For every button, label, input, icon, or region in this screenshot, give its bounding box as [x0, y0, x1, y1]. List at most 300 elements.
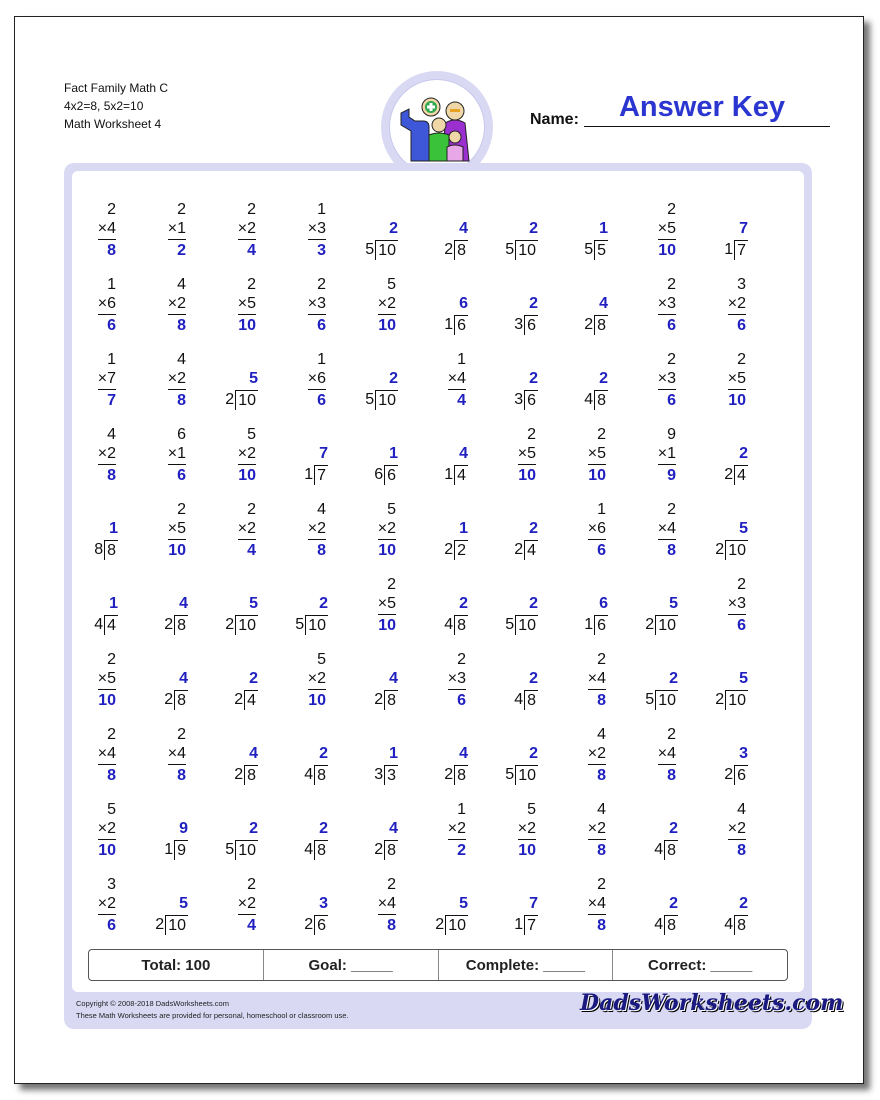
division-problem [492, 701, 562, 784]
division-problem [492, 176, 562, 259]
factor-bottom-row [168, 744, 186, 763]
multiplication-problem [72, 626, 142, 709]
quotient-answer: 2 [529, 370, 538, 387]
answer-rule [448, 839, 466, 840]
multiplication-problem [562, 626, 632, 709]
division-problem [492, 476, 562, 559]
divisor: 4 [514, 691, 524, 708]
division-problem [422, 176, 492, 259]
divisor: 2 [444, 241, 454, 258]
divisor: 1 [444, 316, 454, 333]
times-sign: × [237, 445, 248, 462]
factor-top: 2 [177, 201, 186, 218]
multiplication-problem [352, 476, 422, 559]
answer-rule [98, 239, 116, 240]
dividend: 8 [384, 840, 398, 860]
factor-bottom-row [658, 519, 676, 538]
dividend: 8 [664, 840, 678, 860]
factor-bottom: 6 [317, 370, 326, 387]
division-problem [702, 851, 772, 934]
factor-bottom: 4 [597, 670, 606, 687]
factor-bottom: 5 [107, 670, 116, 687]
factor-bottom: 2 [597, 745, 606, 762]
dividend: 8 [384, 690, 398, 710]
times-sign: × [377, 895, 388, 912]
dividend: 9 [174, 840, 188, 860]
factor-bottom: 2 [387, 295, 396, 312]
quotient-answer: 2 [529, 520, 538, 537]
product-answer: 10 [238, 467, 256, 484]
factor-bottom-row [448, 369, 466, 388]
answer-rule [238, 914, 256, 915]
division-problem [282, 701, 352, 784]
dividend: 10 [375, 240, 398, 260]
division-problem [72, 551, 142, 634]
quotient-answer: 1 [389, 445, 398, 462]
division-problem [492, 851, 562, 934]
quotient-answer: 5 [459, 895, 468, 912]
factor-bottom-row [588, 519, 606, 538]
factor-bottom-row [308, 219, 326, 238]
divisor: 2 [584, 316, 594, 333]
multiplication-problem [72, 701, 142, 784]
divisor: 2 [724, 766, 734, 783]
division-problem [422, 251, 492, 334]
quotient-answer: 4 [179, 595, 188, 612]
quotient-answer: 1 [109, 520, 118, 537]
quotient-answer: 1 [109, 595, 118, 612]
quotient-answer: 5 [739, 520, 748, 537]
factor-bottom-row [168, 444, 186, 463]
factor-bottom-row [658, 744, 676, 763]
times-sign: × [167, 295, 178, 312]
factor-bottom-row [168, 519, 186, 538]
times-sign: × [727, 370, 738, 387]
quotient-answer: 5 [249, 370, 258, 387]
dividend: 8 [454, 765, 468, 785]
divisor: 4 [94, 616, 104, 633]
division-problem [422, 701, 492, 784]
product-answer: 10 [378, 542, 396, 559]
factor-bottom: 3 [457, 670, 466, 687]
times-sign: × [517, 445, 528, 462]
factor-bottom-row [238, 294, 256, 313]
product-answer: 4 [247, 917, 256, 934]
quotient-answer: 2 [529, 220, 538, 237]
quotient-answer: 2 [389, 370, 398, 387]
multiplication-problem [562, 776, 632, 859]
product-answer: 8 [667, 542, 676, 559]
product-answer: 4 [457, 392, 466, 409]
factor-bottom: 1 [177, 445, 186, 462]
multiplication-problem [352, 851, 422, 934]
factor-top: 2 [247, 501, 256, 518]
multiplication-problem [142, 701, 212, 784]
product-answer: 8 [597, 842, 606, 859]
factor-top: 2 [667, 276, 676, 293]
times-sign: × [657, 295, 668, 312]
factor-bottom: 2 [317, 670, 326, 687]
multiplication-problem [282, 176, 352, 259]
times-sign: × [97, 295, 108, 312]
times-sign: × [587, 820, 598, 837]
factor-bottom-row [728, 594, 746, 613]
factor-bottom-row [378, 519, 396, 538]
product-answer: 10 [238, 317, 256, 334]
dividend: 10 [725, 540, 748, 560]
factor-top: 6 [177, 426, 186, 443]
times-sign: × [377, 520, 388, 537]
factor-top: 2 [457, 651, 466, 668]
times-sign: × [307, 370, 318, 387]
division-problem [352, 401, 422, 484]
product-answer: 6 [597, 542, 606, 559]
name-label: Name: [530, 111, 579, 128]
factor-bottom: 4 [387, 895, 396, 912]
division-problem [422, 851, 492, 934]
factor-bottom-row [98, 444, 116, 463]
factor-top: 5 [387, 276, 396, 293]
dividend: 8 [664, 915, 678, 935]
factor-bottom-row [658, 369, 676, 388]
divisor: 1 [164, 841, 174, 858]
factor-bottom: 2 [737, 295, 746, 312]
answer-rule [378, 539, 396, 540]
copyright-text: Copyright © 2008-2018 DadsWorksheets.com [76, 999, 229, 1008]
divisor: 2 [724, 466, 734, 483]
factor-bottom-row [588, 669, 606, 688]
divisor: 2 [374, 841, 384, 858]
factor-top: 5 [107, 801, 116, 818]
times-sign: × [587, 445, 598, 462]
product-answer: 6 [457, 692, 466, 709]
factor-top: 2 [247, 201, 256, 218]
factor-bottom: 3 [667, 295, 676, 312]
footer-notes [76, 998, 349, 1022]
divisor: 5 [365, 391, 375, 408]
divisor: 4 [304, 841, 314, 858]
factor-bottom: 5 [737, 370, 746, 387]
worksheet-title: Fact Family Math C [64, 81, 169, 95]
times-sign: × [377, 295, 388, 312]
factor-bottom: 4 [667, 520, 676, 537]
factor-bottom-row [98, 894, 116, 913]
multiplication-problem [282, 476, 352, 559]
worksheet-number: Math Worksheet 4 [64, 117, 162, 131]
dividend: 6 [314, 915, 328, 935]
factor-bottom-row [518, 819, 536, 838]
division-problem [72, 476, 142, 559]
division-problem [562, 251, 632, 334]
factor-bottom: 7 [107, 370, 116, 387]
product-answer: 10 [378, 317, 396, 334]
answer-rule [168, 539, 186, 540]
multiplication-problem [282, 626, 352, 709]
product-answer: 8 [177, 392, 186, 409]
divisor: 2 [645, 616, 655, 633]
multiplication-problem [212, 476, 282, 559]
multiplication-problem [72, 851, 142, 934]
product-answer: 6 [737, 617, 746, 634]
division-problem [282, 401, 352, 484]
times-sign: × [237, 520, 248, 537]
division-problem [142, 626, 212, 709]
product-answer: 10 [518, 467, 536, 484]
divisor: 2 [164, 691, 174, 708]
divisor: 4 [654, 916, 664, 933]
divisor: 3 [514, 316, 524, 333]
problem-grid [72, 171, 804, 992]
factor-bottom-row [238, 444, 256, 463]
answer-rule [98, 764, 116, 765]
product-answer: 8 [177, 317, 186, 334]
answer-rule [728, 314, 746, 315]
factor-bottom: 1 [667, 445, 676, 462]
answer-rule [728, 614, 746, 615]
dividend: 4 [734, 465, 748, 485]
factor-bottom: 4 [177, 745, 186, 762]
factor-top: 2 [597, 651, 606, 668]
answer-rule [588, 839, 606, 840]
divisor: 2 [374, 691, 384, 708]
factor-top: 4 [317, 501, 326, 518]
quotient-answer: 2 [249, 820, 258, 837]
answer-rule [448, 689, 466, 690]
product-answer: 10 [378, 617, 396, 634]
divisor: 2 [234, 766, 244, 783]
factor-top: 2 [177, 726, 186, 743]
factor-bottom-row [658, 219, 676, 238]
factor-top: 2 [247, 876, 256, 893]
answer-rule [658, 389, 676, 390]
times-sign: × [97, 370, 108, 387]
divisor: 2 [225, 616, 235, 633]
answer-rule [238, 464, 256, 465]
factor-bottom-row [98, 819, 116, 838]
dividend: 10 [515, 615, 538, 635]
divisor: 1 [724, 241, 734, 258]
dividend: 8 [244, 765, 258, 785]
dividend: 10 [235, 390, 258, 410]
factor-bottom: 5 [247, 295, 256, 312]
division-problem [142, 851, 212, 934]
answer-rule [308, 689, 326, 690]
divisor: 5 [505, 766, 515, 783]
division-problem [212, 326, 282, 409]
division-problem [702, 626, 772, 709]
factor-bottom: 3 [317, 295, 326, 312]
factor-top: 4 [177, 351, 186, 368]
dividend: 8 [594, 315, 608, 335]
multiplication-problem [72, 326, 142, 409]
dividend: 8 [104, 540, 118, 560]
answer-rule [728, 389, 746, 390]
dividend: 10 [725, 690, 748, 710]
multiplication-problem [632, 476, 702, 559]
times-sign: × [727, 820, 738, 837]
factor-bottom-row [658, 294, 676, 313]
product-answer: 8 [597, 917, 606, 934]
divisor: 1 [444, 466, 454, 483]
division-row [654, 915, 678, 935]
factor-top: 5 [317, 651, 326, 668]
factor-top: 4 [597, 801, 606, 818]
answer-rule [658, 464, 676, 465]
divisor: 4 [724, 916, 734, 933]
factor-bottom: 2 [107, 820, 116, 837]
division-problem [212, 701, 282, 784]
factor-bottom-row [168, 369, 186, 388]
division-problem [492, 551, 562, 634]
factor-top: 1 [597, 501, 606, 518]
answer-rule [98, 914, 116, 915]
name-line [584, 126, 830, 127]
dividend: 4 [524, 540, 538, 560]
multiplication-problem [632, 251, 702, 334]
times-sign: × [307, 520, 318, 537]
product-answer: 10 [308, 692, 326, 709]
factor-bottom: 2 [177, 295, 186, 312]
times-sign: × [97, 820, 108, 837]
divisor: 2 [435, 916, 445, 933]
multiplication-problem [562, 401, 632, 484]
multiplication-problem [142, 401, 212, 484]
product-answer: 2 [457, 842, 466, 859]
answer-rule [588, 689, 606, 690]
product-answer: 2 [177, 242, 186, 259]
division-problem [212, 551, 282, 634]
multiplication-problem [632, 326, 702, 409]
vertical-multiplication [378, 875, 396, 935]
times-sign: × [377, 595, 388, 612]
quotient-answer: 5 [179, 895, 188, 912]
times-sign: × [97, 745, 108, 762]
dividend: 8 [524, 690, 538, 710]
multiplication-problem [422, 626, 492, 709]
factor-bottom-row [588, 444, 606, 463]
times-sign: × [657, 445, 668, 462]
multiplication-problem [142, 476, 212, 559]
multiplication-problem [352, 251, 422, 334]
factor-top: 1 [317, 351, 326, 368]
dividend: 8 [314, 765, 328, 785]
brand-logo: DadsWorksheets.com [580, 990, 844, 1016]
multiplication-problem [142, 326, 212, 409]
division-problem [422, 551, 492, 634]
quotient-answer: 2 [669, 670, 678, 687]
factor-top: 2 [107, 726, 116, 743]
factor-bottom: 2 [527, 820, 536, 837]
factor-bottom-row [98, 369, 116, 388]
answer-rule [238, 239, 256, 240]
factor-bottom: 2 [247, 520, 256, 537]
product-answer: 4 [247, 542, 256, 559]
multiplication-problem [212, 176, 282, 259]
divisor: 4 [654, 841, 664, 858]
divisor: 5 [505, 616, 515, 633]
factor-bottom-row [238, 219, 256, 238]
factor-bottom-row [378, 294, 396, 313]
factor-top: 1 [317, 201, 326, 218]
quotient-answer: 4 [459, 220, 468, 237]
multiplication-problem [632, 701, 702, 784]
factor-bottom-row [308, 519, 326, 538]
times-sign: × [587, 895, 598, 912]
answer-rule [308, 539, 326, 540]
division-problem [212, 776, 282, 859]
dividend: 8 [594, 390, 608, 410]
factor-top: 4 [597, 726, 606, 743]
product-answer: 7 [107, 392, 116, 409]
multiplication-problem [212, 401, 282, 484]
quotient-answer: 5 [249, 595, 258, 612]
times-sign: × [97, 445, 108, 462]
factor-bottom: 2 [317, 520, 326, 537]
multiplication-problem [72, 176, 142, 259]
factor-bottom: 2 [247, 220, 256, 237]
factor-bottom: 4 [457, 370, 466, 387]
worksheet-facts: 4x2=8, 5x2=10 [64, 99, 144, 113]
divisor: 3 [374, 766, 384, 783]
factor-bottom-row [308, 669, 326, 688]
division-problem [352, 176, 422, 259]
product-answer: 3 [317, 242, 326, 259]
division-problem [632, 626, 702, 709]
quotient-answer: 4 [599, 295, 608, 312]
factor-top: 2 [107, 201, 116, 218]
division-row [155, 915, 188, 935]
factor-bottom: 2 [177, 370, 186, 387]
factor-top: 1 [107, 276, 116, 293]
product-answer: 8 [317, 542, 326, 559]
product-answer: 6 [317, 392, 326, 409]
factor-bottom-row [308, 294, 326, 313]
factor-bottom-row [98, 219, 116, 238]
factor-top: 2 [177, 501, 186, 518]
product-answer: 8 [597, 692, 606, 709]
multiplication-problem [702, 326, 772, 409]
factor-bottom: 2 [387, 520, 396, 537]
division-problem [142, 551, 212, 634]
quotient-answer: 2 [529, 595, 538, 612]
product-answer: 8 [107, 767, 116, 784]
factor-bottom: 5 [177, 520, 186, 537]
product-answer: 8 [667, 767, 676, 784]
answer-rule [308, 239, 326, 240]
divisor: 5 [584, 241, 594, 258]
dividend: 10 [165, 915, 188, 935]
division-problem [562, 551, 632, 634]
quotient-answer: 4 [389, 820, 398, 837]
division-problem [282, 776, 352, 859]
divisor: 2 [715, 541, 725, 558]
division-problem [702, 476, 772, 559]
times-sign: × [307, 670, 318, 687]
multiplication-problem [72, 776, 142, 859]
division-problem [352, 626, 422, 709]
division-problem [422, 401, 492, 484]
factor-bottom-row [448, 819, 466, 838]
factor-top: 5 [247, 426, 256, 443]
dividend: 7 [524, 915, 538, 935]
divisor: 1 [584, 616, 594, 633]
times-sign: × [167, 445, 178, 462]
factor-bottom: 4 [107, 220, 116, 237]
product-answer: 8 [387, 917, 396, 934]
dividend: 6 [524, 390, 538, 410]
answer-rule [98, 314, 116, 315]
multiplication-problem [142, 176, 212, 259]
